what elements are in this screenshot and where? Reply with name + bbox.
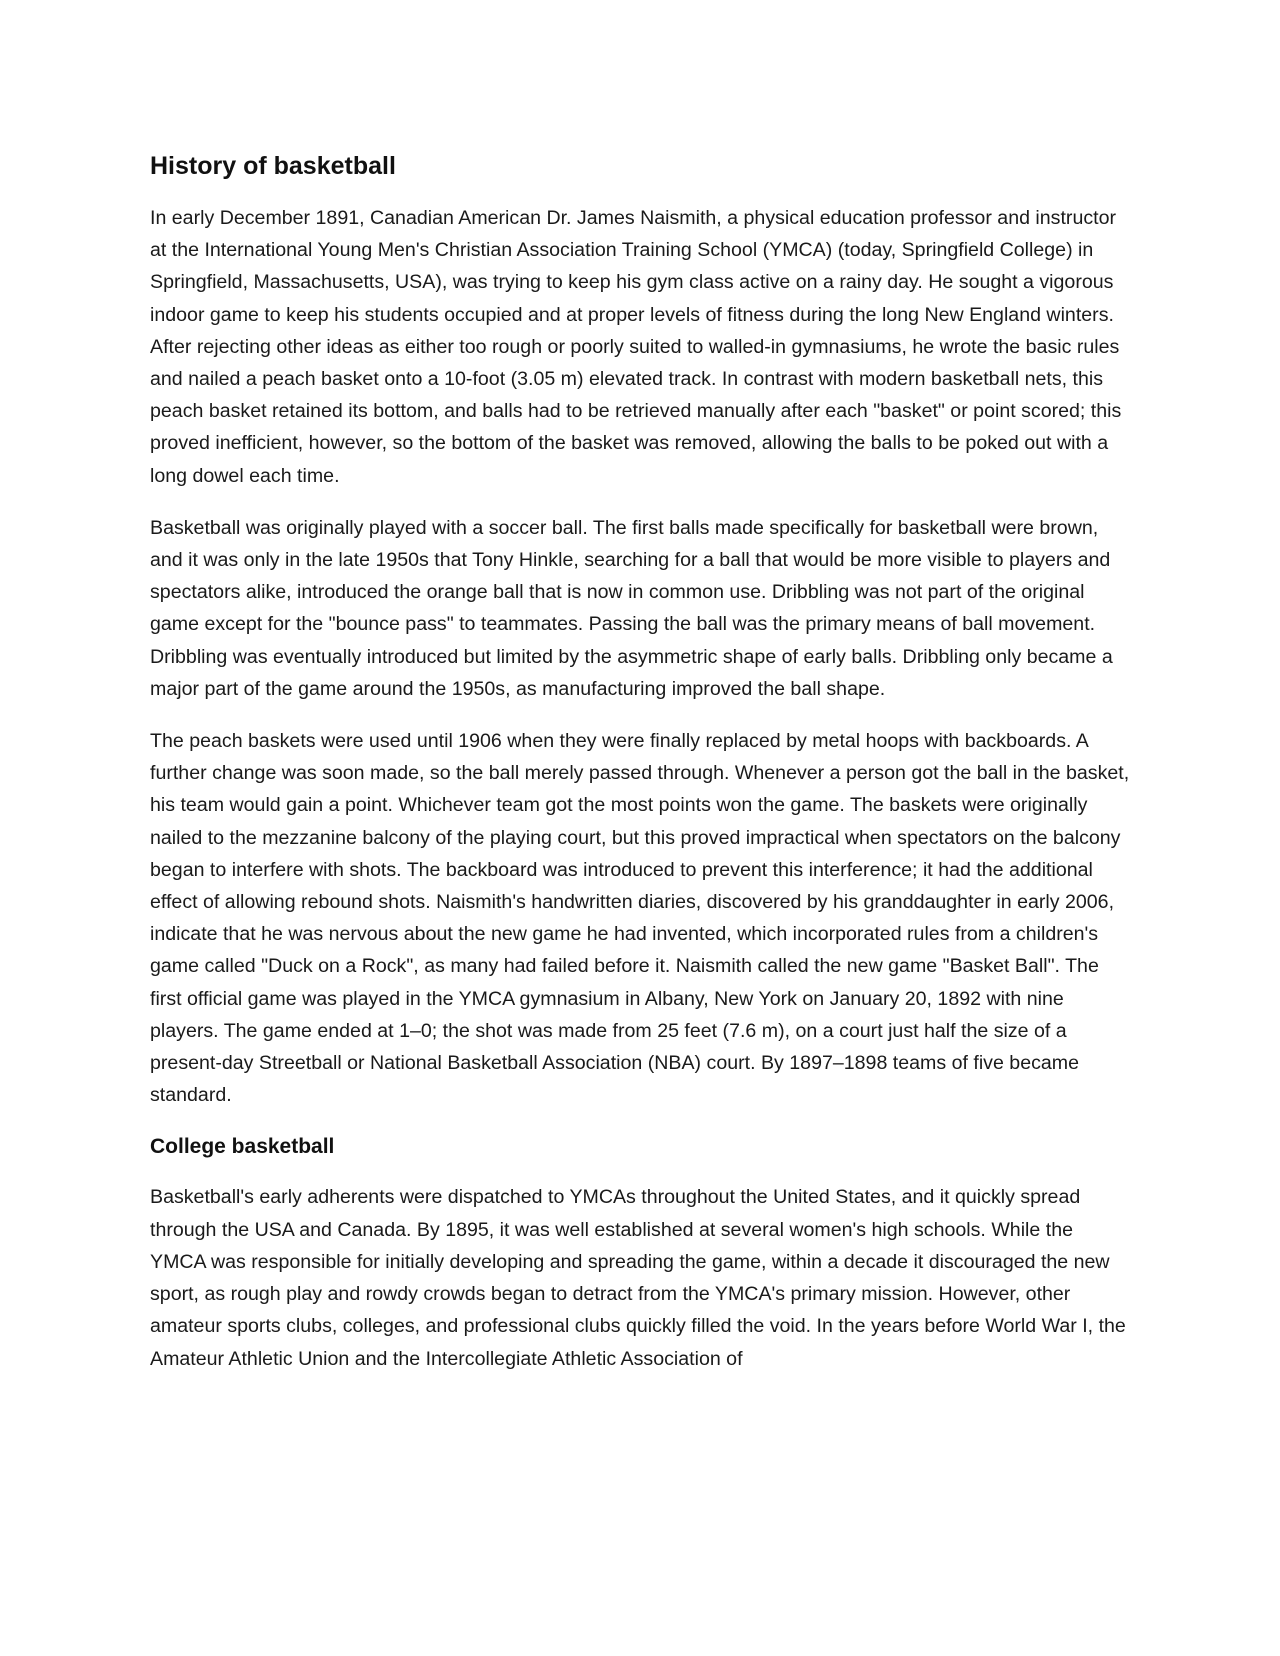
document-body	[150, 148, 1130, 1395]
page-title: History of basketball	[150, 152, 396, 180]
paragraph-ball-evolution: Basketball was originally played with a soccer ball. The first balls made specifically for basketball were brown, and it was only in the late 1950s that Tony Hinkle, searching for a ball that would be more visible to players and spectators alike, introduced the orange ball that is now in common use. Dribbling was not part of the original game except for the "bounce pass" to teammates. Passing the ball was the primary means of ball movement. Dribbling was eventually introduced but limited by the asymmetric shape of early balls. Dribbling only became a major part of the game around the 1950s, as manufacturing improved the ball shape.	[150, 516, 1113, 700]
paragraph-baskets-and-first-game: The peach baskets were used until 1906 when they were finally replaced by metal hoops with backboards. A further change was soon made, so the ball merely passed through. Whenever a person got the ball in the basket, his team would gain a point. Whichever team got the most points won the game. The baskets were originally nailed to the mezzanine balcony of the playing court, but this proved impractical when spectators on the balcony began to interfere with shots. The backboard was introduced to prevent this interference; it had the additional effect of allowing rebound shots. Naismith's handwritten diaries, discovered by his granddaughter in early 2006, indicate that he was nervous about the new game he had invented, which incorporated rules from a children's game called "Duck on a Rock", as many had failed before it. Naismith called the new game "Basket Ball". The first official game was played in the YMCA gymnasium in Albany, New York on January 20, 1892 with nine players. The game ended at 1–0; the shot was made from 25 feet (7.6 m), on a court just half the size of a present-day Streetball or National Basketball Association (NBA) court. By 1897–1898 teams of five became standard.	[150, 730, 1130, 1107]
section-heading-college-basketball: College basketball	[150, 1135, 335, 1159]
paragraph-college-basketball: Basketball's early adherents were dispatched to YMCAs throughout the United States, and it quickly spread through the USA and Canada. By 1895, it was well established at several women's high schools. While the YMCA was responsible for initially developing and spreading the game, within a decade it discouraged the new sport, as rough play and rowdy crowds began to detract from the YMCA's primary mission. However, other amateur sports clubs, colleges, and professional clubs quickly filled the void. In the years before World War I, the Amateur Athletic Union and the Intercollegiate Athletic Association of	[150, 1186, 1126, 1370]
paragraph-invention: In early December 1891, Canadian American Dr. James Naismith, a physical education professor and instructor at the International Young Men's Christian Association Training School (YMCA) (today, Springfield College) in Springfield, Massachusetts, USA), was trying to keep his gym class active on a rainy day. He sought a vigorous indoor game to keep his students occupied and at proper levels of fitness during the long New England winters. After rejecting other ideas as either too rough or poorly suited to walled-in gymnasiums, he wrote the basic rules and nailed a peach basket onto a 10-foot (3.05 m) elevated track. In contrast with modern basketball nets, this peach basket retained its bottom, and balls had to be retrieved manually after each "basket" or point scored; this proved inefficient, however, so the bottom of the basket was removed, allowing the balls to be poked out with a long dowel each time.	[150, 207, 1122, 487]
